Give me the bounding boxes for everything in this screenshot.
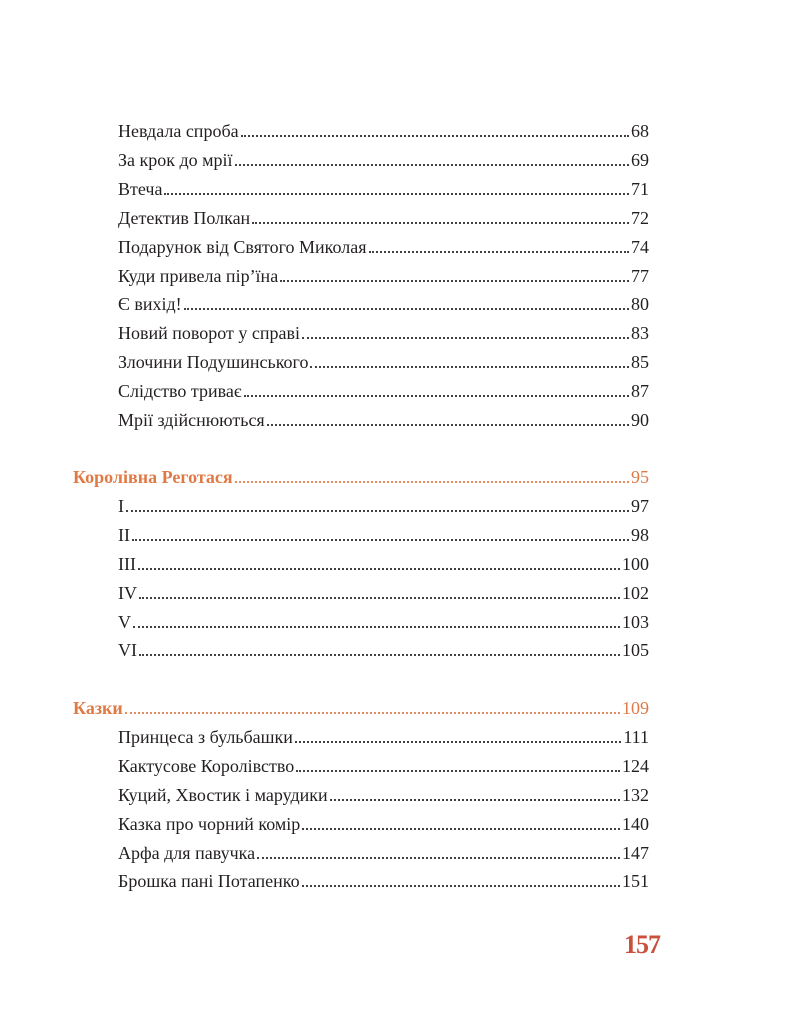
entry-page-number: 102 [622, 582, 649, 603]
entry-title: Брошка пані Потапенко [118, 871, 300, 892]
dot-leader [302, 885, 620, 887]
entry-title: Подарунок від Святого Миколая [118, 236, 367, 257]
entry-page-number: 87 [631, 381, 649, 402]
dot-leader [310, 366, 629, 368]
toc-entry[interactable] [118, 321, 649, 345]
toc-entry[interactable] [118, 379, 649, 403]
entry-title: Є вихід! [118, 294, 182, 315]
entry-page-number: 98 [631, 524, 649, 545]
entry-page-number: 71 [631, 178, 649, 199]
toc-entry[interactable] [118, 264, 649, 288]
toc-entry[interactable] [118, 552, 649, 576]
entry-page-number: 80 [631, 294, 649, 315]
dot-leader [164, 193, 629, 195]
toc-entry[interactable] [118, 581, 649, 605]
entry-title: Детектив Полкан [118, 207, 251, 228]
dot-leader [184, 308, 629, 310]
entry-title: IV [118, 582, 137, 603]
entry-title: За крок до мрії [118, 149, 233, 170]
page-number: 157 [624, 930, 660, 959]
entry-page-number: 151 [622, 871, 649, 892]
toc-entry[interactable] [118, 754, 649, 778]
entry-title: Казка про чорний комір [118, 813, 301, 834]
entry-page-number: 147 [622, 842, 649, 863]
toc-entry[interactable] [118, 206, 649, 230]
entry-title: VI [118, 640, 137, 661]
entry-title: Куди привела пір’їна [118, 265, 279, 286]
entry-title: II [118, 524, 130, 545]
toc-entry[interactable] [118, 725, 649, 749]
toc-entry[interactable] [118, 869, 649, 893]
toc-entry[interactable] [118, 812, 649, 836]
entry-page-number: 85 [631, 352, 649, 373]
toc-entry[interactable] [118, 148, 649, 172]
dot-leader [244, 395, 629, 397]
entry-page-number: 140 [622, 813, 649, 834]
dot-leader [267, 424, 629, 426]
dot-leader [252, 222, 629, 224]
toc-entry[interactable] [118, 292, 649, 316]
entry-title: Принцеса з бульбашки [118, 726, 293, 747]
dot-leader [133, 626, 620, 628]
toc-entry[interactable] [118, 638, 649, 662]
dot-leader [295, 741, 621, 743]
entry-page-number: 69 [631, 149, 649, 170]
entry-page-number: 132 [622, 784, 649, 805]
dot-leader [235, 164, 629, 166]
entry-page-number: 72 [631, 207, 649, 228]
entry-page-number: 83 [631, 323, 649, 344]
dot-leader [138, 568, 620, 570]
entry-title: Арфа для павучка [118, 842, 256, 863]
dot-leader [126, 510, 629, 512]
toc-entry[interactable] [118, 783, 649, 807]
toc-entry[interactable] [118, 235, 649, 259]
dot-leader [369, 251, 629, 253]
toc-entry[interactable] [118, 177, 649, 201]
dot-leader [235, 481, 629, 483]
section-heading[interactable] [73, 696, 649, 720]
entry-page-number: 68 [631, 121, 649, 141]
section-heading[interactable] [73, 465, 649, 489]
entry-title: V [118, 611, 131, 632]
entry-page-number: 90 [631, 410, 649, 430]
entry-page-number: 100 [622, 553, 649, 574]
entry-page-number: 124 [622, 755, 649, 776]
dot-leader [139, 597, 620, 599]
entry-page-number: 95 [631, 467, 649, 487]
entry-title: Слідство триває [118, 381, 242, 402]
entry-title: Куций, Хвостик і марудики [118, 784, 328, 805]
toc-entry[interactable] [118, 610, 649, 634]
entry-title: Королівна Реготася [73, 467, 233, 487]
entry-title: I [118, 495, 124, 516]
entry-title: Злочини Подушинського [118, 352, 309, 373]
entry-page-number: 97 [631, 495, 649, 516]
dot-leader [139, 654, 620, 656]
entry-page-number: 77 [631, 265, 649, 286]
toc-entry[interactable] [118, 350, 649, 374]
toc-entry[interactable] [118, 841, 649, 865]
toc-entry[interactable] [118, 523, 649, 547]
dot-leader [132, 539, 629, 541]
entry-title: Втеча [118, 178, 163, 199]
dot-leader [241, 135, 629, 137]
entry-page-number: 103 [622, 611, 649, 632]
dot-leader [280, 280, 629, 282]
dot-leader [125, 712, 620, 714]
entry-title: Кактусове Королівство [118, 755, 295, 776]
dot-leader [302, 337, 629, 339]
dot-leader [257, 857, 620, 859]
entry-title: III [118, 553, 136, 574]
toc-entry[interactable] [118, 494, 649, 518]
entry-page-number: 111 [623, 726, 649, 747]
entry-page-number: 74 [631, 236, 649, 257]
entry-title: Мрії здійснюються [118, 410, 265, 430]
entry-title: Невдала спроба [118, 121, 239, 141]
entry-page-number: 109 [622, 698, 649, 718]
dot-leader [302, 828, 620, 830]
entry-title: Казки [73, 698, 123, 718]
entry-title: Новий поворот у справі [118, 323, 301, 344]
toc-entry[interactable] [118, 408, 649, 432]
dot-leader [330, 799, 620, 801]
toc-entry[interactable] [118, 119, 649, 143]
entry-page-number: 105 [622, 640, 649, 661]
dot-leader [296, 770, 620, 772]
